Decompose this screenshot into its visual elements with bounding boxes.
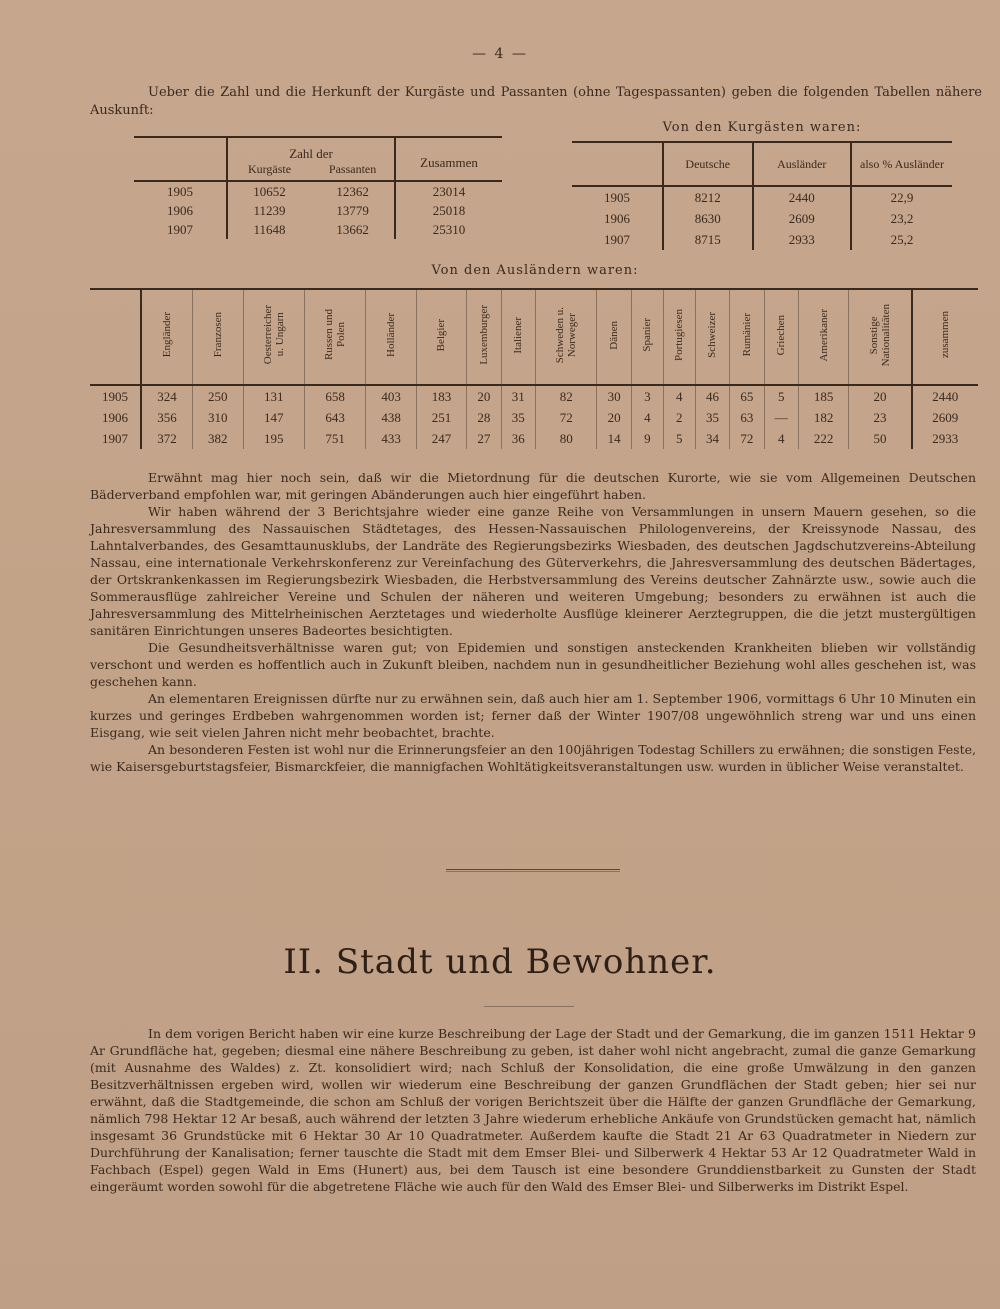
table-row [572, 229, 952, 250]
count-cell: 438 [366, 407, 416, 428]
count-cell: 182 [798, 407, 848, 428]
col-header-nationality [764, 289, 798, 385]
passanten-cell: 13779 [336, 202, 369, 218]
col-header-label: Engländer [161, 312, 174, 358]
page-number: — 4 — [472, 46, 528, 62]
col-header-nationality [243, 289, 304, 385]
foreigners-table [90, 288, 978, 449]
paragraph: Wir haben während der 3 Berichtsjahre wieder eine ganze Reihe von Versammlungen in unsern Mauern gesehen, so die Jahresversammlung des Nassauischen Städtetages, des Hessen-Nassauischen Philologenvereins, der Kreissynode Nassau, des Lahntalverbandes, des Gesamttaunusklubs, der Landräte des Regierungsbezirks Wiesbaden, des deutschen Jagdschutzvereins-Abteilung Nassau, eine internationale Verkehrskonferenz zur Vereinfachung des Güterverkehrs, die Jahresversammlung des deutschen Bädertages, der Ortskrankenkassen im Regierungsbezirk Wiesbaden, die Herbstversammlung des Vereins deutscher Zahnärzte usw., sowie auch die Sommerausflüge zahlreicher Vereine und Schulen der näheren und weiteren Umgebung; besonders zu erwähnen ist auch die Jahresversammlung des Mittelrheinischen Aerztetages und wiederholte Ausflüge kleinerer Aerztegruppen, die die jetzt mustergültigen sanitären Einrichtungen unseres Badeortes besichtigten. [90, 504, 976, 638]
col-header-nationality [193, 289, 243, 385]
table-row [572, 208, 952, 229]
table-row [90, 407, 978, 428]
count-cell: 251 [416, 407, 466, 428]
count-cell: 31 [501, 385, 535, 407]
col-header-nationality [663, 289, 695, 385]
kurgaeste-cell: 11648 [227, 220, 311, 239]
year-cell: 1906 [167, 202, 193, 218]
col-header-nationality [536, 289, 597, 385]
count-cell: 72 [536, 407, 597, 428]
col-header-label: Amerikaner [817, 308, 830, 362]
count-cell: 658 [304, 385, 365, 407]
count-cell: 65 [730, 385, 764, 407]
col-header-nationality [141, 289, 193, 385]
count-cell: 46 [695, 385, 729, 407]
foreigners-table-caption: Von den Ausländern waren: [431, 263, 639, 278]
count-cell: 50 [849, 428, 912, 449]
table-row [134, 201, 502, 220]
col-header-label: Holländer [385, 313, 398, 357]
count-cell: 4 [764, 428, 798, 449]
deutsche-cell: 8630 [663, 208, 753, 229]
col-header-label: zusammen [939, 311, 952, 359]
count-cell: 5 [764, 385, 798, 407]
col-header-label: Luxemburger [477, 305, 490, 365]
col-header-label: Griechen [775, 314, 788, 356]
col-header-deutsche: Deutsche [663, 142, 753, 186]
count-cell: 372 [141, 428, 193, 449]
zusammen-cell: 25310 [395, 220, 502, 239]
intro-paragraph [90, 84, 982, 120]
visitors-table [134, 136, 502, 239]
col-header-label: Italiener [512, 316, 525, 354]
passanten-cell: 12362 [336, 183, 369, 199]
count-cell: 20 [597, 407, 631, 428]
col-header-nationality [467, 289, 501, 385]
table-row [572, 186, 952, 208]
count-cell: 28 [467, 407, 501, 428]
section-title: II. Stadt und Bewohner. [283, 942, 717, 982]
count-cell: 82 [536, 385, 597, 407]
col-header-nationality [631, 289, 663, 385]
col-header-label: Spanier [641, 318, 654, 352]
col-header-nationality [912, 289, 978, 385]
count-cell: 35 [501, 407, 535, 428]
count-cell: 9 [631, 428, 663, 449]
total-cell: 2933 [912, 428, 978, 449]
count-cell: 310 [193, 407, 243, 428]
count-cell: 5 [663, 428, 695, 449]
count-cell: 643 [304, 407, 365, 428]
count-cell: 324 [141, 385, 193, 407]
deutsche-cell: 8715 [663, 229, 753, 250]
table-row [134, 220, 502, 239]
count-cell: 195 [243, 428, 304, 449]
count-cell: 23 [849, 407, 912, 428]
auslaender-cell: 2440 [753, 186, 851, 208]
col-header-nationality [597, 289, 631, 385]
year-cell: 1906 [604, 210, 630, 226]
col-header-nationality [695, 289, 729, 385]
count-cell: 35 [695, 407, 729, 428]
paragraph: An elementaren Ereignissen dürfte nur zu erwähnen sein, daß auch hier am 1. September 1906, vormittags 6 Uhr 10 Minuten ein kurzes und geringes Erdbeben wahrgenommen worden ist; ferner daß der Winter 1907/08 ungewöhnlich streng war und uns einen Eisgang, wie seit vielen Jahren nicht mehr beobachtet, brachte. [90, 691, 976, 740]
col-header-nationality [304, 289, 365, 385]
count-cell: 3 [631, 385, 663, 407]
kurgaeste-cell: 11239 [227, 201, 311, 220]
paragraph: Die Gesundheitsverhältnisse waren gut; von Epidemien und sonstigen ansteckenden Krankheiten blieben wir vollständig verschont und werden es hoffentlich auch in Zukunft bleiben, nachdem nun in gesundheitlicher Beziehung wohl alles geschehen ist, was geschehen kann. [90, 640, 976, 689]
count-cell: 4 [663, 385, 695, 407]
col-header-label: Oesterreicher u. Ungarn [261, 305, 286, 365]
count-cell: 36 [501, 428, 535, 449]
header-group-zahl-der [227, 146, 395, 181]
body-text-section-2 [90, 1025, 976, 1195]
year-cell: 1906 [102, 409, 128, 425]
table-row [90, 428, 978, 449]
table-row [134, 181, 502, 201]
col-header-auslaender: Ausländer [753, 142, 851, 186]
paragraph: Erwähnt mag hier noch sein, daß wir die Mietordnung für die deutschen Kurorte, wie sie vom Allgemeinen Deutschen Bäderverband empfohlen war, mit geringen Abänderungen auch hier eingeführt haben. [90, 470, 976, 502]
count-cell: 34 [695, 428, 729, 449]
paragraph: In dem vorigen Bericht haben wir eine kurze Beschreibung der Lage der Stadt und der Gemarkung, die im ganzen 1511 Hektar 9 Ar Grundfläche hat, gegeben; diesmal eine nähere Beschreibung zu geben, ist daher wohl nicht angebracht, zumal die ganze Gemarkung (mit Ausnahme des Waldes) z. Zt. konsolidiert wird; nach Schluß der Konsolidation, die eine große Umwälzung in den ganzen Besitzverhältnissen ergeben wird, wollen wir wiederum eine Beschreibung der ganzen Grundflächen der Stadt geben; hier sei nur erwähnt, daß die Stadtgemeinde, die schon am Schluß der vorigen Berichtszeit über die Hälfte der ganzen Grundfläche der Gemarkung, nämlich 798 Hektar 12 Ar besaß, auch während der letzten 3 Jahre wiederum erhebliche Ankäufe von Grundstücken gemacht hat, nämlich insgesamt 36 Grundstücke mit 6 Hektar 30 Ar 10 Quadratmeter. Außerdem kaufte die Stadt 21 Ar 63 Quadratmeter in Niedern zur Durchführung der Kanalisation; ferner tauschte die Stadt mit dem Emser Blei- und Silberwerk 4 Hektar 53 Ar 12 Quadratmeter Wald in Fachbach (Espel) gegen Wald in Ems (Hunert) aus, bei dem Tausch ist eine besondere Grunddienstbarkeit zu Gunsten der Stadt eingeräumt worden sowohl für die abgetretene Fläche wie auch für den Wald des Emser Blei- und Silberwerks im Distrikt Espel. [90, 1026, 976, 1194]
auslaender-cell: 2933 [753, 229, 851, 250]
col-header-label: Franzosen [211, 312, 224, 358]
table-row [90, 385, 978, 407]
year-cell: 1907 [167, 221, 193, 237]
year-cell: 1907 [102, 430, 128, 446]
count-cell: 222 [798, 428, 848, 449]
col-header-label: Portugiesen [673, 309, 686, 361]
count-cell: 131 [243, 385, 304, 407]
zusammen-cell: 23014 [395, 181, 502, 201]
col-header-label: Russen und Polen [323, 309, 348, 361]
count-cell: 356 [141, 407, 193, 428]
count-cell: 250 [193, 385, 243, 407]
col-header-nationality [798, 289, 848, 385]
count-cell: 2 [663, 407, 695, 428]
year-cell: 1905 [604, 189, 630, 205]
total-cell: 2609 [912, 407, 978, 428]
prozent-cell: 25,2 [851, 229, 952, 250]
col-header-label: Dänen [608, 320, 621, 350]
zusammen-cell: 25018 [395, 201, 502, 220]
prozent-cell: 22,9 [851, 186, 952, 208]
deutsche-cell: 8212 [663, 186, 753, 208]
prozent-cell: 23,2 [851, 208, 952, 229]
col-header-nationality [416, 289, 466, 385]
paragraph: An besonderen Festen ist wohl nur die Erinnerungsfeier an den 100jährigen Todestag Schillers zu erwähnen; die sonstigen Feste, wie Kaisersgeburtstagsfeier, Bismarckfeier, die mannigfachen Wohltätigkeitsveranstaltungen usw. wurden in üblicher Weise veranstaltet. [90, 742, 976, 774]
col-header-label: Belgier [435, 318, 448, 352]
count-cell: 382 [193, 428, 243, 449]
count-cell: 20 [849, 385, 912, 407]
col-header-nationality [849, 289, 912, 385]
total-cell: 2440 [912, 385, 978, 407]
count-cell: 72 [730, 428, 764, 449]
col-header-label: Sonstige Nationalitäten [867, 303, 892, 367]
count-cell: 183 [416, 385, 466, 407]
header-zahl-der: Zahl der [289, 146, 333, 161]
count-cell: 247 [416, 428, 466, 449]
origin-table-caption: Von den Kurgästen waren: [662, 120, 862, 135]
origin-table [572, 141, 952, 250]
year-cell: 1905 [167, 183, 193, 199]
section-divider [446, 869, 620, 872]
body-text-section-1 [90, 469, 976, 775]
count-cell: 185 [798, 385, 848, 407]
count-cell: 147 [243, 407, 304, 428]
year-cell: 1905 [102, 388, 128, 404]
count-cell: 751 [304, 428, 365, 449]
count-cell: 4 [631, 407, 663, 428]
year-cell: 1907 [604, 231, 630, 247]
col-header-label: Rumänier [740, 313, 753, 357]
count-cell: 433 [366, 428, 416, 449]
col-header-kurgaeste: Kurgäste [247, 162, 292, 176]
intro-text: Ueber die Zahl und die Herkunft der Kurgäste und Passanten (ohne Tagespassanten) geben die folgenden Tabellen nähere Auskunft: [90, 85, 982, 118]
col-header-label: Schweizer [706, 312, 719, 358]
col-header-nationality [730, 289, 764, 385]
col-header-prozent: also % Ausländer [851, 142, 952, 186]
col-header-zusammen: Zusammen [395, 146, 502, 181]
col-header-nationality [366, 289, 416, 385]
count-cell: 80 [536, 428, 597, 449]
auslaender-cell: 2609 [753, 208, 851, 229]
count-cell: 14 [597, 428, 631, 449]
col-header-label: Schweden u. Norweger [554, 306, 579, 364]
kurgaeste-cell: 10652 [227, 181, 311, 201]
col-header-passanten: Passanten [328, 162, 377, 176]
count-cell: 20 [467, 385, 501, 407]
count-cell: 63 [730, 407, 764, 428]
passanten-cell: 13662 [336, 221, 369, 237]
count-cell: 30 [597, 385, 631, 407]
count-cell: — [764, 407, 798, 428]
col-header-nationality [501, 289, 535, 385]
count-cell: 27 [467, 428, 501, 449]
count-cell: 403 [366, 385, 416, 407]
title-underline [484, 1006, 574, 1007]
